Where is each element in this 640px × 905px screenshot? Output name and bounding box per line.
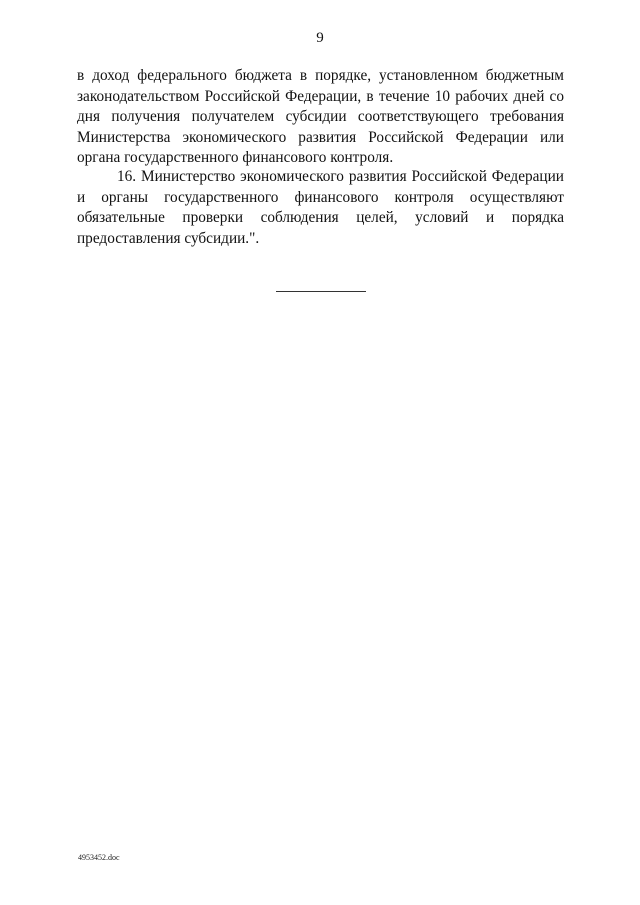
end-of-text-divider: [276, 291, 366, 292]
body-paragraph-1: в доход федерального бюджета в порядке, установленном бюджетным законодательством Российской Федерации, в течение 10 рабочих дней со дня получения получателем субсидии соответствующего требования Министерства экономического развития Российской Федерации или органа государственного финансового контроля.: [77, 67, 564, 167]
page-number: 9: [316, 30, 324, 46]
document-code: 4953452.doc: [78, 853, 120, 862]
body-paragraph-2: 16. Министерство экономического развития Российской Федерации и органы государственного финансового контроля осуществляют обязательные проверки соблюдения целей, условий и порядка предоставления субсидии.".: [77, 168, 564, 247]
